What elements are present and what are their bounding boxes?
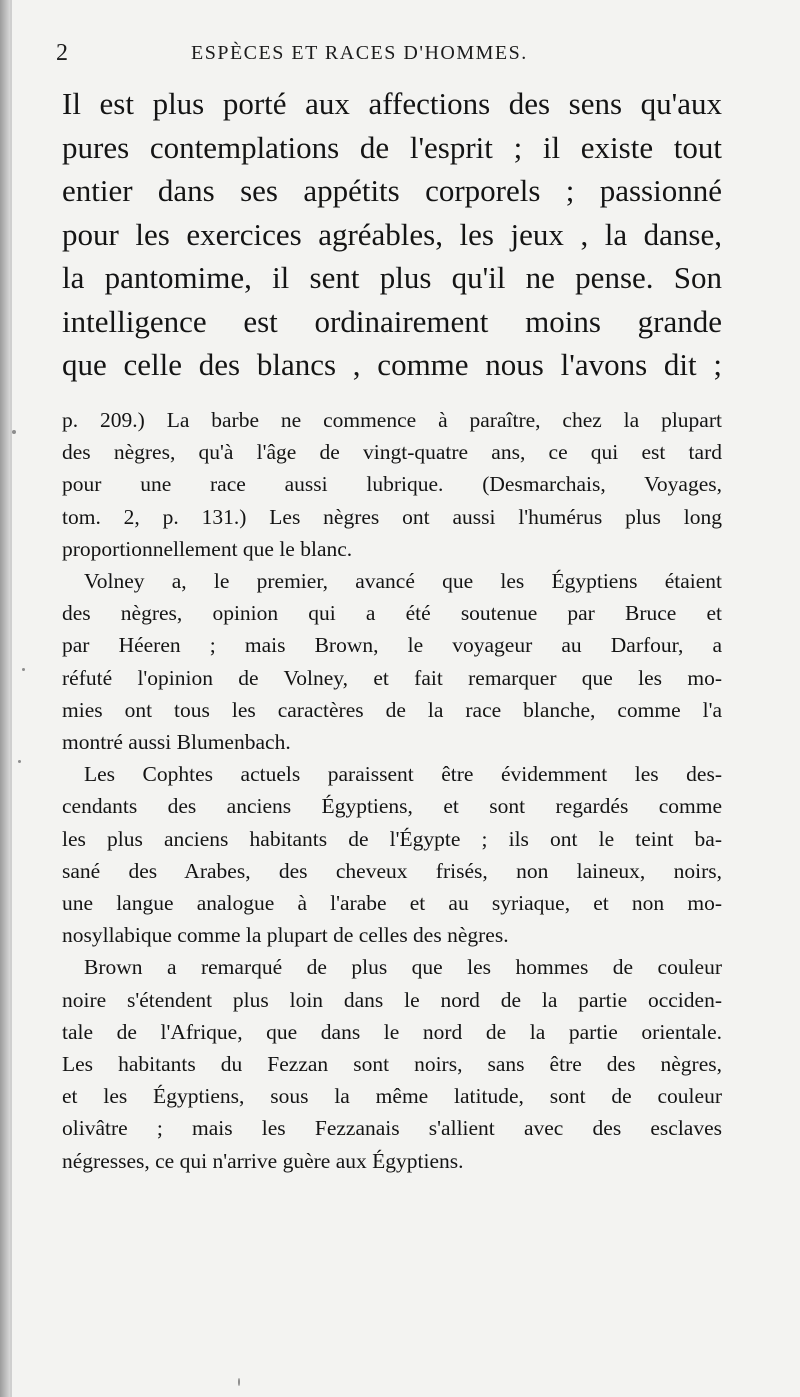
footnote-line: cendants des anciens Égyptiens, et sont regardés comme [62, 794, 722, 819]
footnote-paragraph [62, 951, 722, 1176]
main-text-line: intelligence est ordinairement moins grande [62, 303, 722, 339]
footnote-line: tom. 2, p. 131.) Les nègres ont aussi l'humérus plus long [62, 504, 722, 529]
running-head: ESPÈCES ET RACES D'HOMMES. [191, 42, 528, 64]
paper-speck [12, 430, 16, 434]
footnote-line: par Héeren ; mais Brown, le voyageur au Darfour, a [62, 633, 722, 658]
footnote-paragraph [62, 758, 722, 951]
footnote-paragraph [62, 404, 722, 565]
main-text-line: pour les exercices agréables, les jeux , la danse, [62, 216, 722, 252]
footnotes [62, 404, 722, 1177]
main-text-line: pures contemplations de l'esprit ; il existe tout [62, 129, 722, 165]
main-text-line: que celle des blancs , comme nous l'avons dit ; [62, 347, 722, 382]
footnote-paragraph [62, 565, 722, 758]
footnote-line: tale de l'Afrique, que dans le nord de la partie orientale. [62, 1019, 722, 1044]
main-text-line: Il est plus porté aux affections des sens qu'aux [62, 86, 722, 121]
footnote-line: olivâtre ; mais les Fezzanais s'allient avec des esclaves [62, 1116, 722, 1141]
footnote-line: pour une race aussi lubrique. (Desmarchais, Voyages, [62, 472, 722, 497]
main-text-line: la pantomime, il sent plus qu'il ne pense. Son [62, 260, 722, 295]
book-spine-shadow [0, 0, 10, 1397]
footnote-line: Les habitants du Fezzan sont noirs, sans être des nègres, [62, 1052, 722, 1077]
footnote-line: Volney a, le premier, avancé que les Égyptiens étaient [84, 569, 722, 594]
footnote-line: des nègres, qu'à l'âge de vingt-quatre ans, ce qui est tard [62, 440, 722, 465]
footnote-line: et les Égyptiens, sous la même latitude, sont de couleur [62, 1084, 722, 1109]
footnote-line: nosyllabique comme la plupart de celles des nègres. [62, 923, 509, 948]
page-number: 2 [56, 40, 69, 66]
footnote-line: une langue analogue à l'arabe et au syriaque, et non mo- [62, 891, 722, 916]
paper-speck [22, 668, 25, 671]
paper-speck [18, 760, 21, 763]
footnote-line: Les Cophtes actuels paraissent être évidemment les des- [84, 762, 722, 787]
footnote-line: p. 209.) La barbe ne commence à paraître, chez la plupart [62, 408, 722, 432]
paper-speck [238, 1378, 240, 1386]
footnote-line: négresses, ce qui n'arrive guère aux Égyptiens. [62, 1148, 464, 1173]
footnote-line: mies ont tous les caractères de la race blanche, comme l'a [62, 697, 722, 722]
book-page [10, 0, 800, 1397]
main-text-line: entier dans ses appétits corporels ; passionné [62, 173, 722, 208]
page-header [56, 40, 756, 76]
footnote-line: les plus anciens habitants de l'Égypte ; ils ont le teint ba- [62, 826, 722, 851]
footnote-line: proportionnellement que le blanc. [62, 536, 353, 561]
footnote-line: montré aussi Blumenbach. [62, 730, 291, 755]
main-text [62, 82, 722, 387]
footnote-line: des nègres, opinion qui a été soutenue par Bruce et [62, 601, 722, 626]
footnote-line: sané des Arabes, des cheveux frisés, non laineux, noirs, [62, 858, 722, 883]
footnote-line: noire s'étendent plus loin dans le nord de la partie occiden- [62, 987, 722, 1012]
footnote-line: réfuté l'opinion de Volney, et fait remarquer que les mo- [62, 665, 722, 690]
footnote-line: Brown a remarqué de plus que les hommes de couleur [84, 955, 722, 980]
